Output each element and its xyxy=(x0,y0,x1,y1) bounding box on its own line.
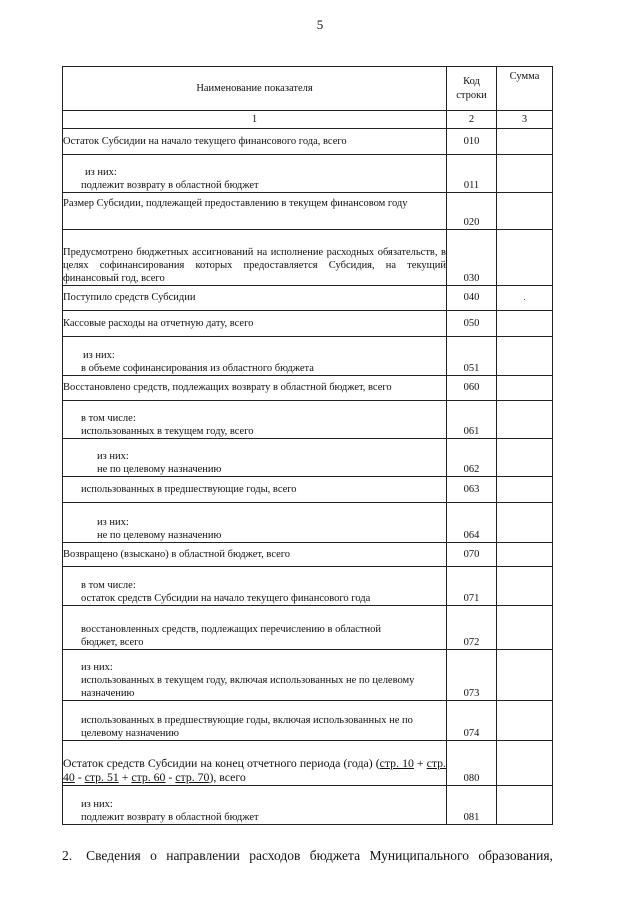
table-row xyxy=(63,650,553,701)
table-row xyxy=(63,129,553,155)
row-name: использованных в предшествующие годы, включая использованных не по целевому назначению xyxy=(63,701,447,741)
row-name xyxy=(63,155,447,193)
row-code: 071 xyxy=(447,567,497,606)
header-code-line2: строки xyxy=(456,89,487,101)
row-code: 030 xyxy=(447,230,497,286)
row-code: 072 xyxy=(447,606,497,650)
row-code: 080 xyxy=(447,741,497,786)
row-sum xyxy=(497,741,553,786)
row-text: не по целевому назначению xyxy=(97,463,222,475)
row-prefix: в том числе: xyxy=(81,412,136,424)
table-row xyxy=(63,439,553,477)
ref-link: стр. 60 xyxy=(131,770,166,785)
row-name xyxy=(63,786,447,825)
row-name xyxy=(63,439,447,477)
row-sum xyxy=(497,503,553,543)
row-sum xyxy=(497,401,553,439)
row-name: Предусмотрено бюджетных ассигнований на исполнение расходных обязательств, в целях софинансирования которых предоставляется Субсидия, на текущий финансовый год, всего xyxy=(63,230,447,286)
row-code: 020 xyxy=(447,193,497,230)
row-prefix: из них: xyxy=(97,450,129,462)
section-text: Сведения о направлении расходов бюджета Муниципального образования, xyxy=(86,848,553,863)
row-name xyxy=(63,401,447,439)
row-text-part: - xyxy=(165,770,176,785)
row-prefix: из них: xyxy=(97,516,129,528)
ref-link: стр. 10 xyxy=(379,755,414,770)
row-sum-mark: . xyxy=(523,293,526,303)
row-name: Поступило средств Субсидии xyxy=(63,286,447,311)
table-row xyxy=(63,543,553,567)
table-row xyxy=(63,786,553,825)
row-sum xyxy=(497,286,553,311)
row-prefix: из них: xyxy=(85,166,117,178)
row-name: восстановленных средств, подлежащих перечислению в областной бюджет, всего xyxy=(63,606,447,650)
table-row xyxy=(63,401,553,439)
row-code: 060 xyxy=(447,376,497,401)
row-sum xyxy=(497,701,553,741)
row-code: 063 xyxy=(447,477,497,503)
row-code: 061 xyxy=(447,401,497,439)
row-text-part: - xyxy=(74,770,85,785)
table-row xyxy=(63,230,553,286)
table-row xyxy=(63,567,553,606)
row-code: 062 xyxy=(447,439,497,477)
row-text: подлежит возврату в областной бюджет xyxy=(81,811,259,823)
row-sum xyxy=(497,786,553,825)
row-code: 081 xyxy=(447,786,497,825)
report-table xyxy=(62,66,553,825)
row-code: 040 xyxy=(447,286,497,311)
header-sum: Сумма xyxy=(497,67,553,111)
row-prefix: из них: xyxy=(81,798,113,810)
row-sum xyxy=(497,376,553,401)
row-sum xyxy=(497,567,553,606)
table-row xyxy=(63,155,553,193)
table-row xyxy=(63,477,553,503)
row-prefix: в том числе: xyxy=(81,579,136,591)
row-text: использованных в текущем году, включая использованных не по целевому назначению xyxy=(81,674,415,699)
row-name: Кассовые расходы на отчетную дату, всего xyxy=(63,311,447,337)
row-name: Восстановлено средств, подлежащих возврату в областной бюджет, всего xyxy=(63,376,447,401)
row-code: 070 xyxy=(447,543,497,567)
row-text: использованных в текущем году, всего xyxy=(81,425,254,437)
row-code: 050 xyxy=(447,311,497,337)
col-number-2: 2 xyxy=(447,111,497,129)
row-code: 064 xyxy=(447,503,497,543)
row-sum xyxy=(497,337,553,376)
row-text: в объеме софинансирования из областного бюджета xyxy=(81,362,314,374)
header-code xyxy=(447,67,497,111)
col-number-3: 3 xyxy=(497,111,553,129)
row-name xyxy=(63,650,447,701)
row-text: не по целевому назначению xyxy=(97,529,222,541)
table-row xyxy=(63,701,553,741)
row-text-part: + xyxy=(413,755,427,770)
row-name xyxy=(63,337,447,376)
row-sum xyxy=(497,155,553,193)
row-code: 051 xyxy=(447,337,497,376)
row-sum xyxy=(497,193,553,230)
row-text: остаток средств Субсидии на начало текущего финансового года xyxy=(81,592,371,604)
row-sum xyxy=(497,439,553,477)
table-row xyxy=(63,376,553,401)
row-code: 011 xyxy=(447,155,497,193)
table-row xyxy=(63,503,553,543)
row-sum xyxy=(497,606,553,650)
row-prefix: из них: xyxy=(81,661,113,673)
col-number-1: 1 xyxy=(63,111,447,129)
row-sum xyxy=(497,311,553,337)
row-sum xyxy=(497,230,553,286)
row-text-part: + xyxy=(118,770,132,785)
table-row xyxy=(63,337,553,376)
row-code: 073 xyxy=(447,650,497,701)
row-name: использованных в предшествующие годы, всего xyxy=(63,477,447,503)
row-sum xyxy=(497,650,553,701)
table-row xyxy=(63,741,553,786)
row-sum xyxy=(497,477,553,503)
row-name xyxy=(63,741,447,786)
ref-link: стр. 70 xyxy=(175,770,210,785)
row-text: подлежит возврату в областной бюджет xyxy=(81,179,259,191)
row-sum xyxy=(497,129,553,155)
row-code: 074 xyxy=(447,701,497,741)
header-code-line1: Код xyxy=(463,76,480,88)
ref-link: стр. 40 xyxy=(63,755,447,785)
row-name: Остаток Субсидии на начало текущего финансового года, всего xyxy=(63,129,447,155)
table-row xyxy=(63,606,553,650)
table-row xyxy=(63,286,553,311)
row-name: Размер Субсидии, подлежащей предоставлению в текущем финансовом году xyxy=(63,193,447,230)
table-row xyxy=(63,311,553,337)
header-name: Наименование показателя xyxy=(63,67,447,111)
section-heading xyxy=(62,848,612,864)
page-number: 5 xyxy=(316,17,324,32)
section-number: 2. xyxy=(62,848,73,863)
column-number-row xyxy=(63,111,553,129)
table-header-row xyxy=(63,67,553,111)
row-name: Возвращено (взыскано) в областной бюджет, всего xyxy=(63,543,447,567)
row-code: 010 xyxy=(447,129,497,155)
table-row xyxy=(63,193,553,230)
ref-link: стр. 51 xyxy=(84,770,119,785)
row-name xyxy=(63,503,447,543)
row-text-part: Остаток средств Субсидии на конец отчетного периода (года) ( xyxy=(63,755,380,770)
row-text-part: ), всего xyxy=(209,770,246,785)
row-name xyxy=(63,567,447,606)
row-sum xyxy=(497,543,553,567)
row-prefix: из них: xyxy=(83,349,115,361)
